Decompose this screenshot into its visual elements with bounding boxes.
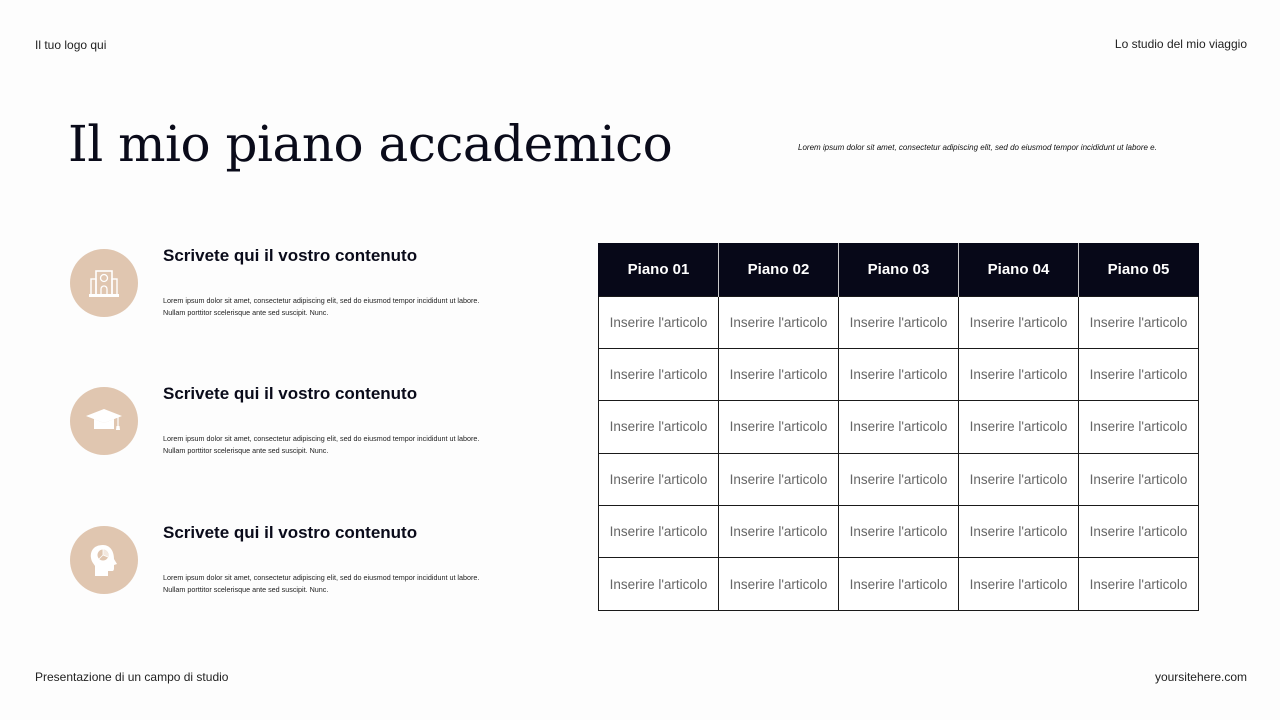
item-body <box>163 572 543 596</box>
logo-placeholder: Il tuo logo qui <box>35 38 107 52</box>
icon-circle <box>70 249 138 317</box>
column-header: Piano 01 <box>599 243 719 296</box>
table-cell[interactable]: Inserire l'articolo <box>599 558 719 610</box>
table-cell[interactable]: Inserire l'articolo <box>719 506 839 558</box>
table-row <box>599 348 1199 400</box>
table-cell[interactable]: Inserire l'articolo <box>599 506 719 558</box>
table-cell[interactable]: Inserire l'articolo <box>719 348 839 400</box>
page-title: Il mio piano accademico <box>68 115 673 173</box>
table-row <box>599 401 1199 453</box>
item-heading: Scrivete qui il vostro contenuto <box>163 246 418 265</box>
item-heading: Scrivete qui il vostro contenuto <box>163 523 418 542</box>
icon-circle <box>70 387 138 455</box>
table-cell[interactable]: Inserire l'articolo <box>959 401 1079 453</box>
item-body-line: Lorem ipsum dolor sit amet, consectetur adipiscing elit, sed do eiusmod tempor incididunt ut labore. <box>163 434 480 443</box>
column-header: Piano 05 <box>1079 243 1199 296</box>
icon-circle <box>70 526 138 594</box>
table-cell[interactable]: Inserire l'articolo <box>1079 348 1199 400</box>
table-cell[interactable]: Inserire l'articolo <box>839 348 959 400</box>
page-subtitle: Lorem ipsum dolor sit amet, consectetur adipiscing elit, sed do eiusmod tempor incididunt ut labore e. <box>798 143 1157 152</box>
table-cell[interactable]: Inserire l'articolo <box>599 348 719 400</box>
deck-title: Lo studio del mio viaggio <box>1114 37 1247 51</box>
table-cell[interactable]: Inserire l'articolo <box>1079 506 1199 558</box>
table-cell[interactable]: Inserire l'articolo <box>1079 558 1199 610</box>
table-cell[interactable]: Inserire l'articolo <box>719 453 839 505</box>
building-icon <box>84 263 124 303</box>
table-cell[interactable]: Inserire l'articolo <box>839 558 959 610</box>
graduation-cap-icon <box>84 401 124 441</box>
content-item-1 <box>70 240 530 320</box>
content-item-2 <box>70 378 530 458</box>
table-cell[interactable]: Inserire l'articolo <box>839 296 959 348</box>
head-chart-icon <box>84 540 124 580</box>
item-body <box>163 295 543 319</box>
item-body-line: Nullam porttitor scelerisque ante sed suscipit. Nunc. <box>163 585 329 594</box>
table-row <box>599 558 1199 610</box>
item-body-line: Nullam porttitor scelerisque ante sed suscipit. Nunc. <box>163 308 329 317</box>
academic-plan-table <box>598 243 1199 611</box>
table-cell[interactable]: Inserire l'articolo <box>959 348 1079 400</box>
table-cell[interactable]: Inserire l'articolo <box>959 558 1079 610</box>
table-cell[interactable]: Inserire l'articolo <box>1079 296 1199 348</box>
table-cell[interactable]: Inserire l'articolo <box>839 453 959 505</box>
content-item-3 <box>70 517 530 597</box>
column-header: Piano 04 <box>959 243 1079 296</box>
item-body-line: Nullam porttitor scelerisque ante sed suscipit. Nunc. <box>163 446 329 455</box>
table-cell[interactable]: Inserire l'articolo <box>959 453 1079 505</box>
table-row <box>599 453 1199 505</box>
table-cell[interactable]: Inserire l'articolo <box>719 558 839 610</box>
table-cell[interactable]: Inserire l'articolo <box>1079 453 1199 505</box>
table-cell[interactable]: Inserire l'articolo <box>599 401 719 453</box>
table-cell[interactable]: Inserire l'articolo <box>839 506 959 558</box>
footer-presentation-label: Presentazione di un campo di studio <box>35 670 229 684</box>
table-row <box>599 506 1199 558</box>
table-cell[interactable]: Inserire l'articolo <box>1079 401 1199 453</box>
table-cell[interactable]: Inserire l'articolo <box>959 506 1079 558</box>
column-header: Piano 03 <box>839 243 959 296</box>
footer-website[interactable]: yoursitehere.com <box>1154 670 1247 684</box>
column-header: Piano 02 <box>719 243 839 296</box>
item-body-line: Lorem ipsum dolor sit amet, consectetur adipiscing elit, sed do eiusmod tempor incididunt ut labore. <box>163 296 480 305</box>
table-cell[interactable]: Inserire l'articolo <box>599 296 719 348</box>
item-heading: Scrivete qui il vostro contenuto <box>163 384 418 403</box>
table-cell[interactable]: Inserire l'articolo <box>599 453 719 505</box>
table-cell[interactable]: Inserire l'articolo <box>719 401 839 453</box>
table-cell[interactable]: Inserire l'articolo <box>839 401 959 453</box>
table-cell[interactable]: Inserire l'articolo <box>959 296 1079 348</box>
item-body-line: Lorem ipsum dolor sit amet, consectetur adipiscing elit, sed do eiusmod tempor incididunt ut labore. <box>163 573 480 582</box>
table-row <box>599 296 1199 348</box>
item-body <box>163 433 543 457</box>
table-cell[interactable]: Inserire l'articolo <box>719 296 839 348</box>
table-header-row <box>599 243 1199 296</box>
